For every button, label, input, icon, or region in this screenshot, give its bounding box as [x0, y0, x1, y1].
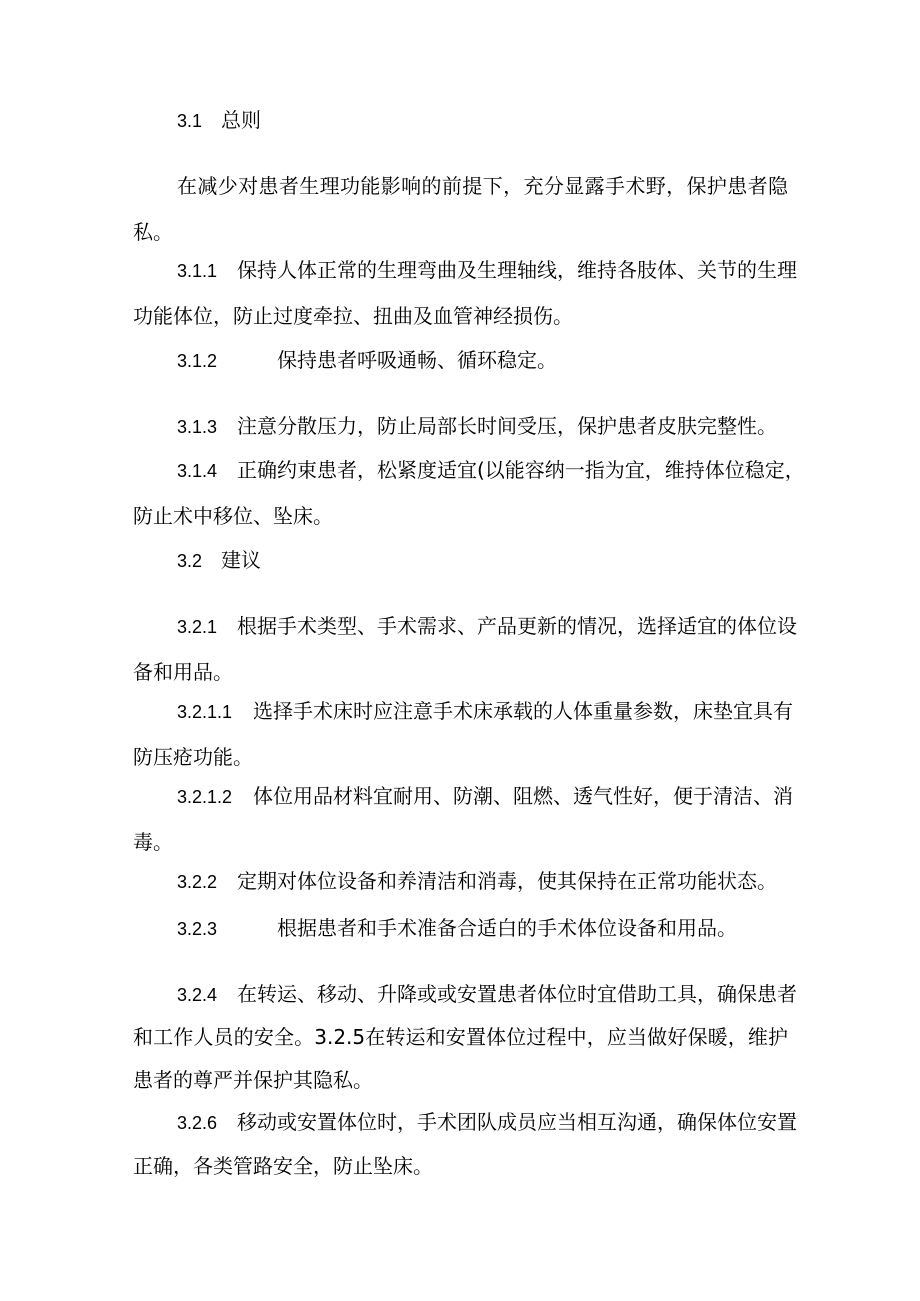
paragraph-line: 体位用品材料宜耐用、防潮、阻燃、透气性好，便于清洁、消 [253, 784, 793, 808]
heading-3-2 [133, 541, 788, 579]
section-number: 3.2.3 [177, 919, 218, 939]
paragraph-line: 根据患者和手术准备合适白的手术体位设备和用品。 [277, 916, 737, 940]
paragraph-line: 选择手术床时应注意手术床承载的人体重量参数，床垫宜具有 [253, 699, 793, 723]
paragraph-line: 正确，各类管路安全，防止坠床。 [133, 1154, 433, 1178]
section-number: 3.2 [177, 551, 203, 571]
section-number: 3.1.4 [177, 461, 218, 481]
paragraph-line: 功能体位，防止过度牵拉、扭曲及血管神经损伤。 [133, 304, 573, 328]
section-number: 3.1 [177, 111, 203, 131]
paragraph-3-2-3 [133, 909, 788, 947]
paragraph-3-2-4 [133, 975, 797, 1099]
paragraph-line: 毒。 [133, 830, 173, 854]
paragraph-line: 防压疮功能。 [133, 745, 253, 769]
paragraph-line: 备和用品。 [133, 660, 233, 684]
paragraph-line: 移动或安置体位时，手术团队成员应当相互沟通，确保体位安置 [237, 1110, 797, 1134]
paragraph-3-2-1-1 [133, 692, 793, 776]
paragraph-line: 注意分散压力，防止局部长时间受压，保护患者皮肤完整性。 [237, 414, 777, 438]
heading-title: 总则 [221, 108, 261, 132]
paragraph-3-1-2 [133, 341, 788, 379]
paragraph-line: 在减少对患者生理功能影响的前提下，充分显露手术野，保护患者隐 [177, 174, 788, 198]
paragraph-3-1-4 [133, 451, 805, 535]
paragraph-intro [133, 167, 788, 251]
paragraph-line: 根据手术类型、手术需求、产品更新的情况，选择适宜的体位设 [237, 614, 797, 638]
section-number: 3.1.2 [177, 351, 218, 371]
paragraph-line: 患者的尊严并保护其隐私。 [133, 1068, 373, 1092]
paragraph-line: 防止术中移位、坠床。 [133, 504, 333, 528]
section-number: 3.1.1 [177, 261, 218, 281]
paragraph-line: 定期对体位设备和养清洁和消毒，使其保持在正常功能状态。 [237, 869, 777, 893]
paragraph-3-2-2 [133, 862, 788, 900]
section-number: 3.2.2 [177, 872, 218, 892]
heading-3-1 [133, 101, 788, 139]
paragraph-line: 在转运、移动、升降或或安置患者体位时宜借助工具，确保患者 [237, 982, 797, 1006]
section-number: 3.1.3 [177, 417, 218, 437]
section-number: 3.2.1.2 [177, 787, 233, 807]
paragraph-line: 和工作人员的安全。3.2.5在转运和安置体位过程中，应当做好保暖，维护 [133, 1025, 788, 1049]
section-number: 3.2.1 [177, 617, 218, 637]
paragraph-3-1-3 [133, 407, 788, 445]
paragraph-3-2-6 [133, 1103, 797, 1185]
paragraph-3-2-1 [133, 607, 797, 691]
paragraph-line: 保持患者呼吸通畅、循环稳定。 [277, 348, 557, 372]
section-number: 3.2.4 [177, 985, 218, 1005]
paragraph-line: 保持人体正常的生理弯曲及生理轴线，维持各肢体、关节的生理 [237, 258, 797, 282]
heading-title: 建议 [221, 548, 261, 572]
paragraph-line: 私。 [133, 220, 173, 244]
paragraph-line: 正确约束患者，松紧度适宜(以能容纳一指为宜，维持体位稳定， [237, 458, 805, 482]
section-number: 3.2.1.1 [177, 702, 233, 722]
paragraph-3-2-1-2 [133, 777, 793, 861]
section-number: 3.2.6 [177, 1113, 218, 1133]
paragraph-3-1-1 [133, 251, 797, 335]
